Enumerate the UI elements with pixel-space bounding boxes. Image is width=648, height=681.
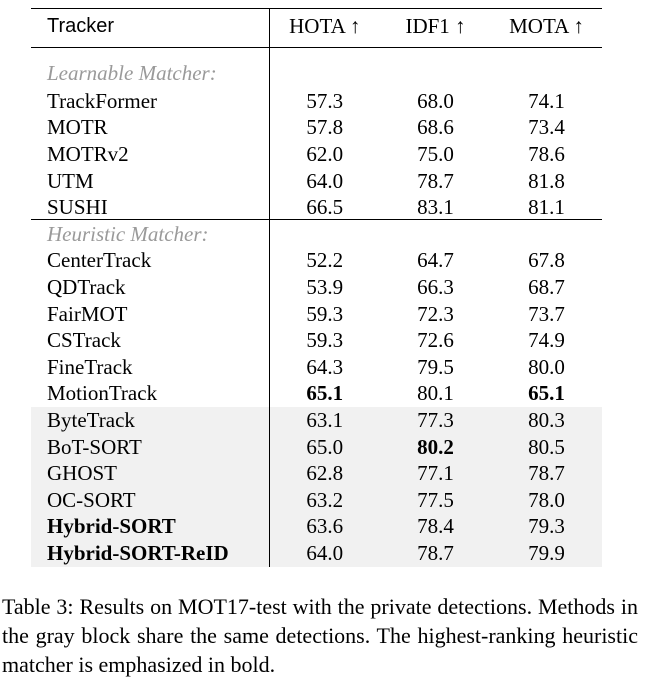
hota-value: 52.2	[306, 248, 344, 273]
idf1-value: 80.2	[380, 434, 491, 461]
tracker-name: BoT-SORT	[31, 434, 269, 461]
hota-value: 63.1	[269, 407, 380, 434]
table-row	[31, 407, 602, 434]
idf1-value: 83.1	[417, 195, 454, 220]
mota-value: 74.1	[528, 88, 565, 113]
section-label-row	[31, 221, 602, 248]
section-label-row	[31, 44, 602, 88]
section-label-learnable: Learnable Matcher:	[31, 44, 269, 88]
header-idf1: IDF1 ↑	[405, 13, 466, 38]
idf1-value: 77.5	[380, 487, 491, 514]
tracker-name: UTM	[31, 168, 269, 195]
table-row	[31, 274, 602, 301]
mota-value: 79.3	[491, 514, 602, 541]
table-row	[31, 141, 602, 168]
idf1-value: 78.7	[417, 168, 454, 193]
tracker-name: Hybrid-SORT-ReID	[31, 540, 269, 567]
idf1-value: 79.5	[417, 354, 454, 379]
table-row	[31, 194, 602, 221]
hota-value: 64.0	[269, 540, 380, 567]
hota-value: 64.3	[306, 354, 344, 379]
tracker-name: CSTrack	[31, 327, 269, 354]
tracker-name: SUSHI	[31, 194, 269, 221]
idf1-value: 78.4	[380, 514, 491, 541]
tracker-name: FineTrack	[31, 354, 269, 381]
hota-value: 64.0	[306, 168, 344, 193]
mota-value: 80.0	[528, 354, 565, 379]
header-mota: MOTA ↑	[509, 13, 584, 38]
hota-value: 62.0	[306, 141, 344, 166]
idf1-value: 75.0	[417, 141, 454, 166]
hota-value: 63.2	[269, 487, 380, 514]
hota-value: 57.8	[306, 115, 344, 140]
idf1-value: 72.3	[417, 301, 454, 326]
mota-value: 79.9	[491, 540, 602, 567]
table-row	[31, 487, 602, 514]
table-row	[31, 301, 602, 328]
mota-value: 81.1	[528, 195, 565, 220]
results-table-container	[31, 8, 602, 567]
mota-value: 67.8	[528, 248, 565, 273]
idf1-value: 68.0	[417, 88, 454, 113]
tracker-name: FairMOT	[31, 301, 269, 328]
table-row	[31, 168, 602, 195]
table-row	[31, 514, 602, 541]
table-row	[31, 381, 602, 408]
table-row	[31, 434, 602, 461]
tracker-name: TrackFormer	[31, 88, 269, 115]
idf1-value: 72.6	[417, 328, 454, 353]
idf1-value: 80.1	[417, 381, 454, 406]
tracker-name: Hybrid-SORT	[31, 514, 269, 541]
tracker-name: MOTRv2	[31, 141, 269, 168]
hota-value: 62.8	[269, 460, 380, 487]
hota-value: 65.1	[306, 381, 344, 406]
mota-value: 78.0	[491, 487, 602, 514]
tracker-name: QDTrack	[31, 274, 269, 301]
mota-value: 81.8	[528, 168, 565, 193]
table-row	[31, 540, 602, 567]
tracker-name: MotionTrack	[31, 381, 269, 408]
tracker-name: OC-SORT	[31, 487, 269, 514]
table-row	[31, 88, 602, 115]
mota-value: 80.5	[491, 434, 602, 461]
idf1-value: 78.7	[380, 540, 491, 567]
table-row	[31, 354, 602, 381]
mota-value: 78.6	[528, 141, 565, 166]
mota-value: 74.9	[528, 328, 565, 353]
section-label-heuristic: Heuristic Matcher:	[31, 221, 269, 248]
idf1-value: 77.1	[380, 460, 491, 487]
mota-value: 68.7	[528, 274, 565, 299]
table-row	[31, 460, 602, 487]
header-tracker: Tracker	[31, 8, 269, 44]
tracker-name: CenterTrack	[31, 248, 269, 275]
results-table	[31, 8, 602, 567]
hota-value: 59.3	[306, 301, 344, 326]
table-row	[31, 115, 602, 142]
header-hota: HOTA ↑	[289, 13, 361, 38]
table-row	[31, 327, 602, 354]
idf1-value: 68.6	[417, 115, 454, 140]
tracker-name: GHOST	[31, 460, 269, 487]
hota-value: 63.6	[269, 514, 380, 541]
hota-value: 65.0	[269, 434, 380, 461]
mota-value: 78.7	[491, 460, 602, 487]
mota-value: 73.7	[528, 301, 565, 326]
mota-value: 65.1	[528, 381, 565, 406]
hota-value: 66.5	[306, 195, 344, 220]
idf1-value: 77.3	[380, 407, 491, 434]
table-row	[31, 248, 602, 275]
tracker-name: ByteTrack	[31, 407, 269, 434]
hota-value: 59.3	[306, 328, 344, 353]
idf1-value: 66.3	[417, 274, 454, 299]
idf1-value: 64.7	[417, 248, 454, 273]
table-caption: Table 3: Results on MOT17-test with the private detections. Methods in the gray block share the same detections. The highest-ranking heuristic matcher is emphasized in bold.	[2, 594, 638, 677]
mota-value: 80.3	[491, 407, 602, 434]
hota-value: 57.3	[306, 88, 344, 113]
hota-value: 53.9	[306, 274, 344, 299]
tracker-name: MOTR	[31, 115, 269, 142]
mota-value: 73.4	[528, 115, 565, 140]
table-header-row	[31, 8, 602, 44]
